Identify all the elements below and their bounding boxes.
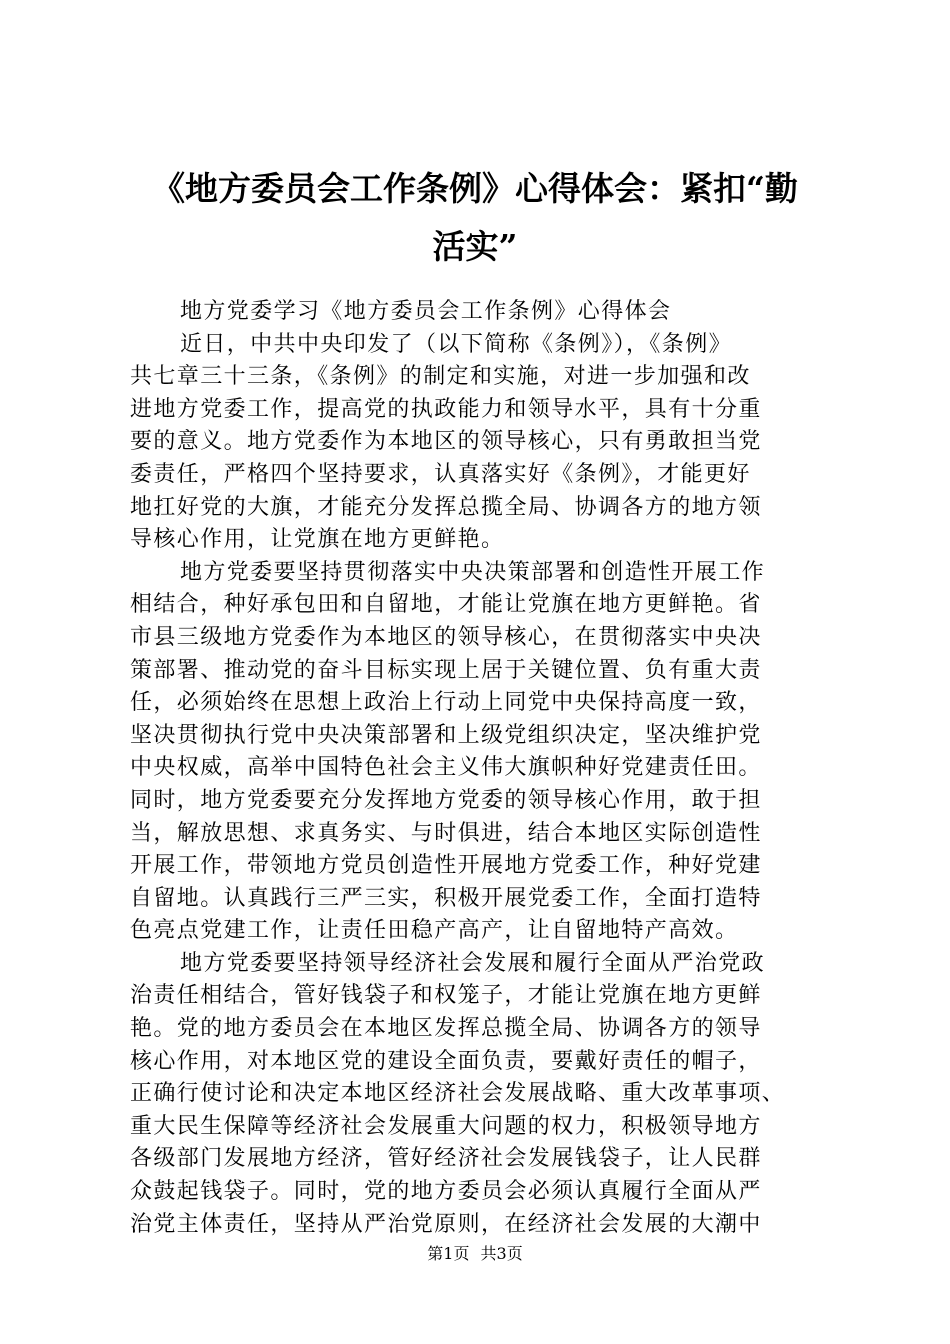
paragraph-3-line: 各级部门发展地方经济，管好经济社会发展钱袋子，让人民群 xyxy=(130,1146,762,1172)
document-body xyxy=(130,296,820,1241)
paragraph-2-line: 色亮点党建工作，让责任田稳产高产，让自留地特产高效。 xyxy=(130,918,739,944)
page-total: 共3页 xyxy=(480,1244,523,1263)
paragraph-2-line: 任，必须始终在思想上政治上行动上同党中央保持高度一致， xyxy=(130,690,762,716)
paragraph-2-line: 相结合，种好承包田和自留地，才能让党旗在地方更鲜艳。省 xyxy=(130,592,762,618)
paragraph-2-line: 开展工作，带领地方党员创造性开展地方党委工作，种好党建 xyxy=(130,853,762,879)
paragraph-3-line: 核心作用，对本地区党的建设全面负责，要戴好责任的帽子， xyxy=(130,1048,762,1074)
paragraph-2-line: 中央权威，高举中国特色社会主义伟大旗帜种好党建责任田。 xyxy=(130,755,762,781)
paragraph-3-line: 艳。党的地方委员会在本地区发挥总揽全局、协调各方的领导 xyxy=(130,1016,762,1042)
paragraph-2-line: 策部署、推动党的奋斗目标实现上居于关键位置、负有重大责 xyxy=(130,657,762,683)
paragraph-1-line: 导核心作用，让党旗在地方更鲜艳。 xyxy=(130,527,505,553)
title-line-2: 活实” xyxy=(432,227,518,266)
paragraph-3-line: 众鼓起钱袋子。同时，党的地方委员会必须认真履行全面从严 xyxy=(130,1179,762,1205)
page-footer xyxy=(0,1244,950,1264)
paragraph-1-line: 地扛好党的大旗，才能充分发挥总揽全局、协调各方的地方领 xyxy=(130,494,762,520)
paragraph-2-line: 当，解放思想、求真务实、与时俱进，结合本地区实际创造性 xyxy=(130,820,762,846)
paragraph-1-line: 共七章三十三条，《条例》的制定和实施，对进一步加强和改 xyxy=(130,364,751,390)
paragraph-3-line: 治党主体责任，坚持从严治党原则，在经济社会发展的大潮中 xyxy=(130,1211,762,1237)
paragraph-1-line: 近日，中共中央印发了（以下简称《条例》），《条例》 xyxy=(180,331,733,357)
paragraph-2-line: 地方党委要坚持贯彻落实中央决策部署和创造性开展工作 xyxy=(180,559,766,585)
paragraph-1-line: 委责任，严格四个坚持要求，认真落实好《条例》，才能更好 xyxy=(130,461,751,487)
paragraph-3-line: 地方党委要坚持领导经济社会发展和履行全面从严治党政 xyxy=(180,950,766,976)
paragraph-2-line: 坚决贯彻执行党中央决策部署和上级党组织决定，坚决维护党 xyxy=(130,722,762,748)
paragraph-2-line: 同时，地方党委要充分发挥地方党委的领导核心作用，敢于担 xyxy=(130,787,762,813)
paragraph-2-line: 自留地。认真践行三严三实，积极开展党委工作，全面打造特 xyxy=(130,885,762,911)
paragraph-3-line: 重大民生保障等经济社会发展重大问题的权力，积极领导地方 xyxy=(130,1113,762,1139)
paragraph-2-line: 市县三级地方党委作为本地区的领导核心，在贯彻落实中央决 xyxy=(130,624,762,650)
paragraph-1-line: 进地方党委工作，提高党的执政能力和领导水平，具有十分重 xyxy=(130,396,762,422)
paragraph-1-line: 要的意义。地方党委作为本地区的领导核心，只有勇敢担当党 xyxy=(130,429,762,455)
paragraph-3-line: 正确行使讨论和决定本地区经济社会发展战略、重大改革事项、 xyxy=(130,1081,786,1107)
paragraph-3-line: 治责任相结合，管好钱袋子和权笼子，才能让党旗在地方更鲜 xyxy=(130,983,762,1009)
document-subtitle: 地方党委学习《地方委员会工作条例》心得体会 xyxy=(180,299,672,324)
page-number: 第1页 xyxy=(427,1244,470,1263)
title-line-1: 《地方委员会工作条例》心得体会：紧扣“勤 xyxy=(152,169,798,208)
document-title xyxy=(100,160,850,276)
